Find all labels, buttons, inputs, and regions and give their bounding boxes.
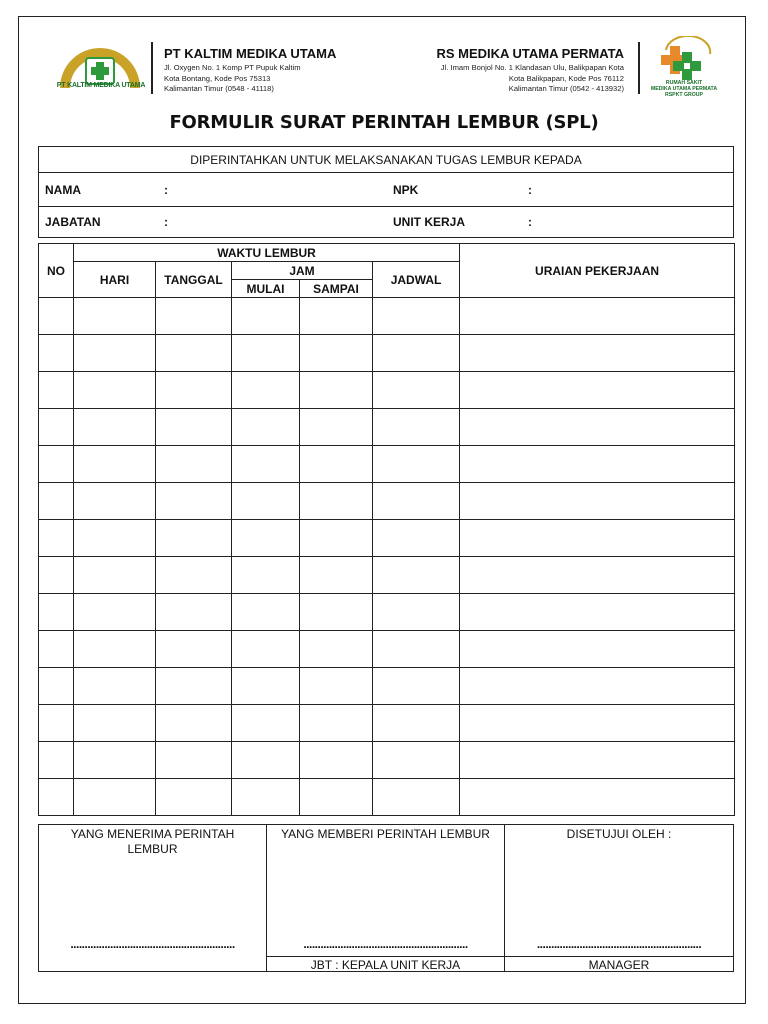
jabatan-label: JABATAN [45,215,101,229]
cell-hari[interactable] [74,520,156,557]
cell-uraian[interactable] [460,779,735,816]
cell-uraian[interactable] [460,483,735,520]
col-header-sampai: SAMPAI [300,280,373,298]
table-row [39,705,735,742]
cell-jadwal[interactable] [373,520,460,557]
cell-mulai[interactable] [232,668,300,705]
col-header-no: NO [39,244,74,298]
cell-hari[interactable] [74,594,156,631]
unit-kerja-label: UNIT KERJA [393,215,466,229]
cell-mulai[interactable] [232,483,300,520]
left-address-line: Kalimantan Timur (0548 - 41118) [164,84,274,93]
header-divider-left [151,42,153,94]
cell-hari[interactable] [74,705,156,742]
col-header-mulai: MULAI [232,280,300,298]
cell-uraian[interactable] [460,668,735,705]
giver-position: JBT : KEPALA UNIT KERJA [267,956,504,973]
col-header-jam: JAM [232,262,373,280]
cell-tanggal[interactable] [156,335,232,372]
table-row [39,409,735,446]
cell-jadwal[interactable] [373,631,460,668]
cell-mulai[interactable] [232,742,300,779]
cell-jadwal[interactable] [373,372,460,409]
right-address-line: Kalimantan Timur (0542 - 413932) [508,84,624,93]
cell-uraian[interactable] [460,520,735,557]
cell-hari[interactable] [74,557,156,594]
col-header-hari: HARI [74,262,156,298]
cell-sampai[interactable] [300,705,373,742]
jabatan-colon: : [164,215,168,229]
permata-logo-text [640,80,728,98]
cell-uraian[interactable] [460,594,735,631]
cell-jadwal[interactable] [373,594,460,631]
cell-jadwal[interactable] [373,668,460,705]
cell-sampai[interactable] [300,483,373,520]
table-row [39,742,735,779]
cell-uraian[interactable] [460,446,735,483]
cell-no[interactable] [39,335,74,372]
cell-tanggal[interactable] [156,668,232,705]
cell-uraian[interactable] [460,409,735,446]
table-row [39,520,735,557]
signature-box [38,824,734,972]
cell-mulai[interactable] [232,631,300,668]
cell-mulai[interactable] [232,520,300,557]
cell-no[interactable] [39,742,74,779]
cell-sampai[interactable] [300,668,373,705]
cell-jadwal[interactable] [373,557,460,594]
col-header-jadwal: JADWAL [373,262,460,298]
cell-mulai[interactable] [232,409,300,446]
cell-tanggal[interactable] [156,742,232,779]
cell-no[interactable] [39,520,74,557]
right-company-address [380,63,624,95]
kaltim-logo-text: PT KALTIM MEDIKA UTAMA [56,82,146,89]
cell-tanggal[interactable] [156,594,232,631]
signature-receiver [39,825,267,971]
giver-title: YANG MEMBERI PERINTAH LEMBUR [281,827,490,841]
cell-no[interactable] [39,631,74,668]
cell-sampai[interactable] [300,446,373,483]
cell-tanggal[interactable] [156,409,232,446]
info-heading: DIPERINTAHKAN UNTUK MELAKSANAKAN TUGAS LEMBUR KEPADA [39,147,733,173]
cell-sampai[interactable] [300,335,373,372]
cell-sampai[interactable] [300,742,373,779]
table-row [39,631,735,668]
cell-sampai[interactable] [300,298,373,335]
cell-no[interactable] [39,668,74,705]
cell-tanggal[interactable] [156,483,232,520]
info-row-nama-npk [39,173,733,207]
table-row [39,779,735,816]
cell-tanggal[interactable] [156,631,232,668]
nama-colon: : [164,183,168,197]
signature-giver [267,825,505,971]
receiver-title: YANG MENERIMA PERINTAH LEMBUR [70,827,235,856]
permata-logo-line: RSPKT GROUP [664,92,704,98]
cell-no[interactable] [39,409,74,446]
table-row [39,483,735,520]
unit-kerja-colon: : [528,215,532,229]
cell-jadwal[interactable] [373,779,460,816]
col-header-tanggal: TANGGAL [156,262,232,298]
cell-tanggal[interactable] [156,705,232,742]
cell-no[interactable] [39,298,74,335]
table-row [39,446,735,483]
approver-signature-line[interactable]: .......................................................... [536,937,702,951]
cell-sampai[interactable] [300,520,373,557]
cell-no[interactable] [39,483,74,520]
cell-jadwal[interactable] [373,335,460,372]
giver-signature-line[interactable]: .......................................................... [303,937,468,951]
right-address-line: Jl. Imam Bonjol No. 1 Klandasan Ulu, Balikpapan Kota [440,63,624,72]
cell-hari[interactable] [74,298,156,335]
cell-hari[interactable] [74,483,156,520]
cell-uraian[interactable] [460,742,735,779]
cell-hari[interactable] [74,742,156,779]
cell-mulai[interactable] [232,335,300,372]
table-row [39,335,735,372]
cell-hari[interactable] [74,409,156,446]
cell-sampai[interactable] [300,372,373,409]
cell-uraian[interactable] [460,372,735,409]
cell-uraian[interactable] [460,631,735,668]
overtime-table [38,243,735,816]
cell-hari[interactable] [74,668,156,705]
table-row [39,298,735,335]
cell-mulai[interactable] [232,372,300,409]
cell-hari[interactable] [74,372,156,409]
cell-tanggal[interactable] [156,298,232,335]
cell-sampai[interactable] [300,594,373,631]
table-row [39,372,735,409]
left-address-line: Kota Bontang, Kode Pos 75313 [164,73,271,83]
left-address-line: Jl. Oxygen No. 1 Komp PT Pupuk Kaltim [164,63,301,72]
form-title: FORMULIR SURAT PERINTAH LEMBUR (SPL) [169,112,599,133]
table-row [39,594,735,631]
cell-mulai[interactable] [232,705,300,742]
cell-sampai[interactable] [300,409,373,446]
cell-uraian[interactable] [460,557,735,594]
cell-jadwal[interactable] [373,446,460,483]
cell-sampai[interactable] [300,557,373,594]
table-body [39,298,735,816]
cell-tanggal[interactable] [156,779,232,816]
approver-title: DISETUJUI OLEH : [566,827,672,841]
kaltim-medika-logo-icon [52,38,148,98]
table-row [39,557,735,594]
cell-mulai[interactable] [232,557,300,594]
cell-hari[interactable] [74,631,156,668]
cell-mulai[interactable] [232,298,300,335]
npk-colon: : [528,183,532,197]
cell-no[interactable] [39,446,74,483]
cell-tanggal[interactable] [156,557,232,594]
permata-logo-line: RUMAH SAKIT [665,80,703,86]
cell-jadwal[interactable] [373,742,460,779]
right-company-name: RS MEDIKA UTAMA PERMATA [436,46,624,61]
medika-utama-permata-logo-icon [648,36,718,86]
right-address-line: Kota Balikpapan, Kode Pos 76112 [508,73,624,83]
cell-no[interactable] [39,372,74,409]
cell-mulai[interactable] [232,594,300,631]
info-row-jabatan-unit [39,206,733,239]
cell-mulai[interactable] [232,446,300,483]
npk-label: NPK [393,183,419,197]
cell-hari[interactable] [74,335,156,372]
cell-mulai[interactable] [232,779,300,816]
left-company-address [164,63,364,95]
signature-approver [505,825,733,971]
col-header-uraian: URAIAN PEKERJAAN [460,244,735,298]
cell-no[interactable] [39,779,74,816]
cell-hari[interactable] [74,779,156,816]
cell-uraian[interactable] [460,705,735,742]
cell-tanggal[interactable] [156,520,232,557]
cell-no[interactable] [39,557,74,594]
cell-jadwal[interactable] [373,298,460,335]
approver-position: MANAGER [505,956,733,973]
cell-no[interactable] [39,705,74,742]
cell-uraian[interactable] [460,298,735,335]
cell-sampai[interactable] [300,779,373,816]
employee-info-box [38,146,734,238]
cell-no[interactable] [39,594,74,631]
cell-jadwal[interactable] [373,705,460,742]
cell-tanggal[interactable] [156,446,232,483]
nama-label: NAMA [45,183,81,197]
permata-logo-line: MEDIKA UTAMA PERMATA [650,86,718,92]
cell-jadwal[interactable] [373,409,460,446]
col-header-waktu-lembur: WAKTU LEMBUR [74,244,460,262]
cell-tanggal[interactable] [156,372,232,409]
cell-jadwal[interactable] [373,483,460,520]
receiver-signature-line[interactable]: .......................................................... [70,937,235,951]
cell-hari[interactable] [74,446,156,483]
left-company-name: PT KALTIM MEDIKA UTAMA [164,46,337,61]
table-row [39,668,735,705]
cell-uraian[interactable] [460,335,735,372]
cell-sampai[interactable] [300,631,373,668]
